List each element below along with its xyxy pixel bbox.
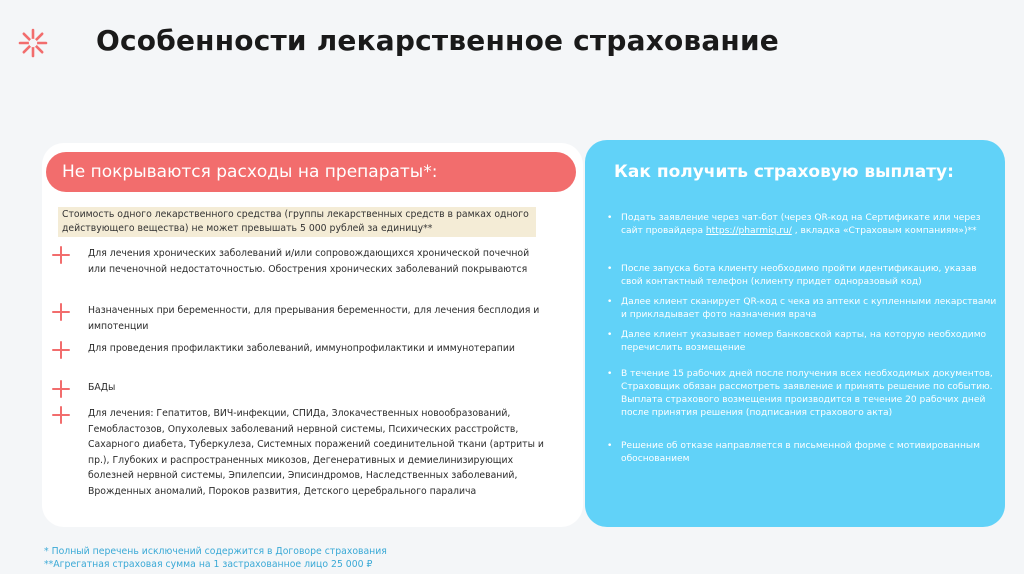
step-item (603, 368, 998, 420)
payout-title: Как получить страховую выплату: (614, 162, 954, 182)
bullet: • (607, 441, 613, 451)
page-title: Особенности лекарственное страхование (96, 24, 779, 57)
step-text: Решение об отказе направляется в письменной форме с мотивированным обоснованием (621, 441, 980, 464)
footnote-exclusions: * Полный перечень исключений содержится в Договоре страхования (44, 546, 387, 557)
provider-link[interactable]: https://pharmiq.ru/ (705, 226, 792, 236)
bullet: • (607, 369, 613, 379)
exclusion-text: Назначенных при беременности, для прерывания беременности, для лечения бесплодия и импотенции (88, 305, 540, 332)
exclusion-text: Для проведения профилактики заболеваний, иммунопрофилактики и иммунотерапии (88, 343, 515, 354)
plus-icon (52, 341, 70, 359)
step-text: , вкладка «Страховым компаниям»)** (791, 226, 977, 236)
footnote-sum-insured: **Агрегатная страховая сумма на 1 застрахованное лицо 25 000 ₽ (44, 559, 373, 570)
step-item (603, 329, 998, 355)
bullet: • (607, 213, 613, 223)
step-item (603, 263, 998, 289)
bullet: • (607, 330, 613, 340)
exclusions-header: Не покрываются расходы на препараты*: (46, 152, 576, 192)
step-text: Далее клиент указывает номер банковской карты, на которую необходимо перечислить возмещение (621, 330, 987, 353)
price-limit-note: Стоимость одного лекарственного средства (группы лекарственных средств в рамках одного действующего вещества) не может превышать 5 000 рублей за единицу** (58, 207, 536, 237)
step-text: Далее клиент сканирует QR-код с чека из аптеки с купленными лекарствами и прикладывает фото назначения врача (621, 297, 997, 320)
step-item (603, 296, 998, 322)
bullet: • (607, 297, 613, 307)
asterisk-logo-icon (18, 28, 48, 58)
step-text: После запуска бота клиенту необходимо пройти идентификацию, указав свой контактный телефон (клиенту придет одноразовый код) (621, 264, 977, 287)
bullet: • (607, 264, 613, 274)
plus-icon (52, 406, 70, 424)
plus-icon (52, 246, 70, 264)
step-item (603, 212, 998, 238)
exclusion-text: Для лечения: Гепатитов, ВИЧ-инфекции, СПИДа, Злокачественных новообразований, Гемобластозов, Опухолевых заболеваний нервной системы, Психических расстройств, Сахарного диабета, Туберкулеза, Системных поражений соединительной ткани (артриты и пр.), Глубоких и распространенных микозов, Дегенеративных и демиелинизирующих болезней нервной системы, Эпилепсии, Эписиндромов, Наследственных заболеваний, Врожденных аномалий, Пороков развития, Детского церебрального паралича (88, 408, 544, 497)
step-text: Подать заявление через чат-бот (через QR-код на Сертификате или через сайт провайдера (621, 213, 981, 236)
exclusion-text: Для лечения хронических заболеваний и/или сопровождающихся хронической почечной или печеночной недостаточностью. Обострения хронических заболеваний покрываются (88, 248, 530, 275)
plus-icon (52, 380, 70, 398)
exclusion-text: БАДы (88, 382, 116, 393)
step-item (603, 440, 998, 466)
plus-icon (52, 303, 70, 321)
step-text: В течение 15 рабочих дней после получения всех необходимых документов, Страховщик обязан рассмотреть заявление и принять решение по событию. Выплата страхового возмещения производится в течение 20 рабочих дней после принятия решения (подписания страхового акта) (621, 369, 993, 418)
